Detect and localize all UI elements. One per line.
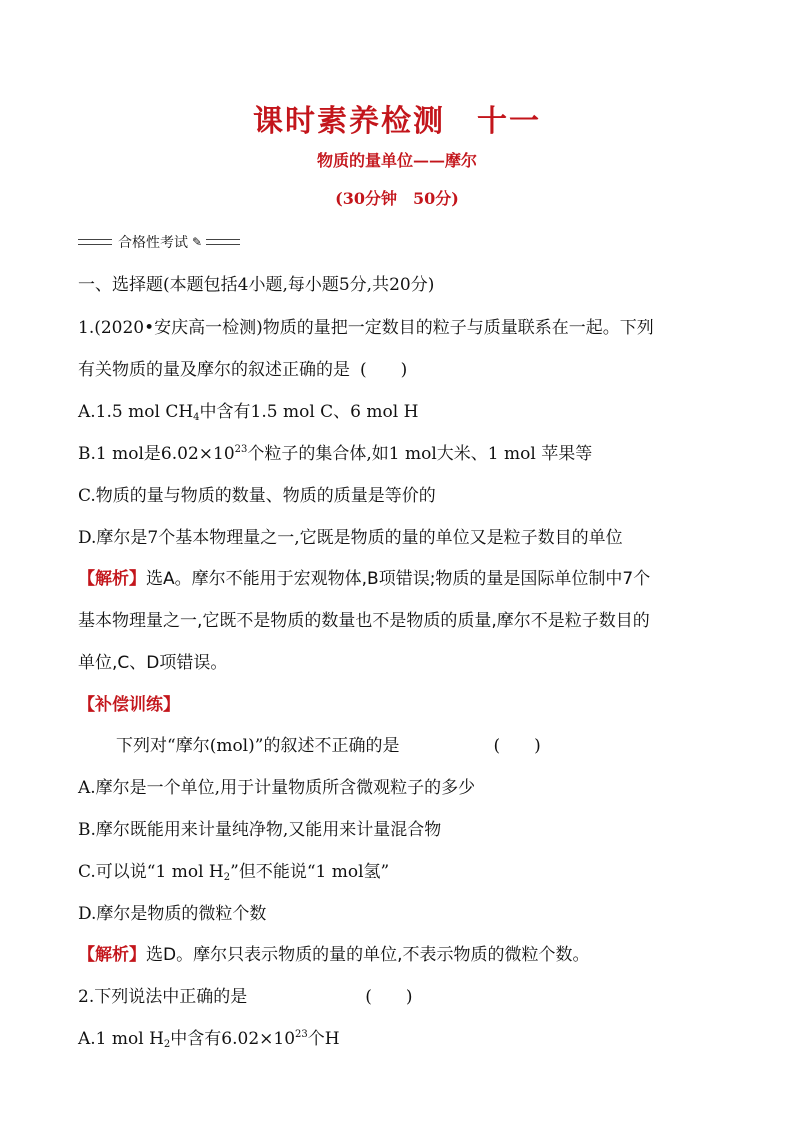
analysis-tag: 【解析】 [78,569,146,589]
q1-stem-line2 [78,355,407,380]
training-option-c-text: C.可以说“1 mol H [78,862,224,882]
training-stem [116,731,541,756]
training-option-c [78,857,389,883]
q1-stem-text: 有关物质的量及摩尔的叙述正确的是 [78,360,350,380]
q2-answer-paren: ( ) [365,987,413,1007]
training-option-a: A.摩尔是一个单位,用于计量物质所含微观粒子的多少 [78,778,476,798]
double-rule-left [78,239,112,245]
training-tag: 【补偿训练】 [78,695,180,715]
double-rule-right [206,239,240,245]
q1-analysis-text: 选A。摩尔不能用于宏观物体,B项错误;物质的量是国际单位制中7个 [146,569,651,589]
part-heading: 一、选择题(本题包括4小题,每小题5分,共20分) [78,275,435,295]
q2-option-a [78,1024,340,1050]
section-label: 合格性考试 [118,235,188,251]
q1-option-a [78,397,418,423]
q1-option-a-rest: 中含有1.5 mol C、6 mol H [199,402,419,422]
training-answer-paren: ( ) [493,736,541,756]
time-score: (30分钟 50分) [335,189,459,208]
training-stem-text: 下列对“摩尔(mol)”的叙述不正确的是 [116,736,400,756]
q2-option-a-sub: 2 [163,1039,171,1050]
q2-option-a-rest: 个H [307,1029,340,1049]
training-analysis [78,940,590,965]
q1-option-d: D.摩尔是7个基本物理量之一,它既是物质的量的单位又是粒子数目的单位 [78,528,623,548]
q1-option-b-rest: 个粒子的集合体,如1 mol大米、1 mol 苹果等 [247,444,593,464]
q1-analysis-line2: 基本物理量之一,它既不是物质的数量也不是物质的质量,摩尔不是粒子数目的 [78,611,650,631]
analysis-tag: 【解析】 [78,945,146,965]
q2-option-a-text: A.1 mol H [78,1029,164,1049]
q1-option-b-text: B.1 mol是6.02×10 [78,444,235,464]
page-title: 课时素养检测 十一 [253,104,541,139]
q1-analysis-line1 [78,564,650,589]
q2-option-a-mid: 中含有6.02×10 [170,1029,296,1049]
q1-option-a-sub: 4 [193,412,200,423]
q2-stem-text: 2.下列说法中正确的是 [78,987,248,1007]
page-subtitle: 物质的量单位——摩尔 [316,151,477,170]
q1-analysis-line3: 单位,C、D项错误。 [78,653,228,673]
training-analysis-text: 选D。摩尔只表示物质的量的单位,不表示物质的微粒个数。 [146,945,590,965]
training-option-c-rest: ”但不能说“1 mol氢” [230,862,390,882]
q1-option-a-text: A.1.5 mol CH [78,402,194,422]
pencil-icon: ✎ [192,235,203,249]
training-option-c-sub: 2 [223,872,231,883]
q1-answer-paren: ( ) [360,360,408,380]
q1-option-b-sup: 23 [234,444,248,455]
q2-stem [78,982,413,1007]
q1-stem-line1: 1.(2020•安庆高一检测)物质的量把一定数目的粒子与质量联系在一起。下列 [78,318,654,338]
q1-option-b [78,439,592,464]
training-option-b: B.摩尔既能用来计量纯净物,又能用来计量混合物 [78,820,442,840]
section-divider [78,232,240,252]
q1-option-c: C.物质的量与物质的数量、物质的质量是等价的 [78,486,436,506]
q2-option-a-sup: 23 [295,1029,308,1040]
training-option-d: D.摩尔是物质的微粒个数 [78,904,267,924]
